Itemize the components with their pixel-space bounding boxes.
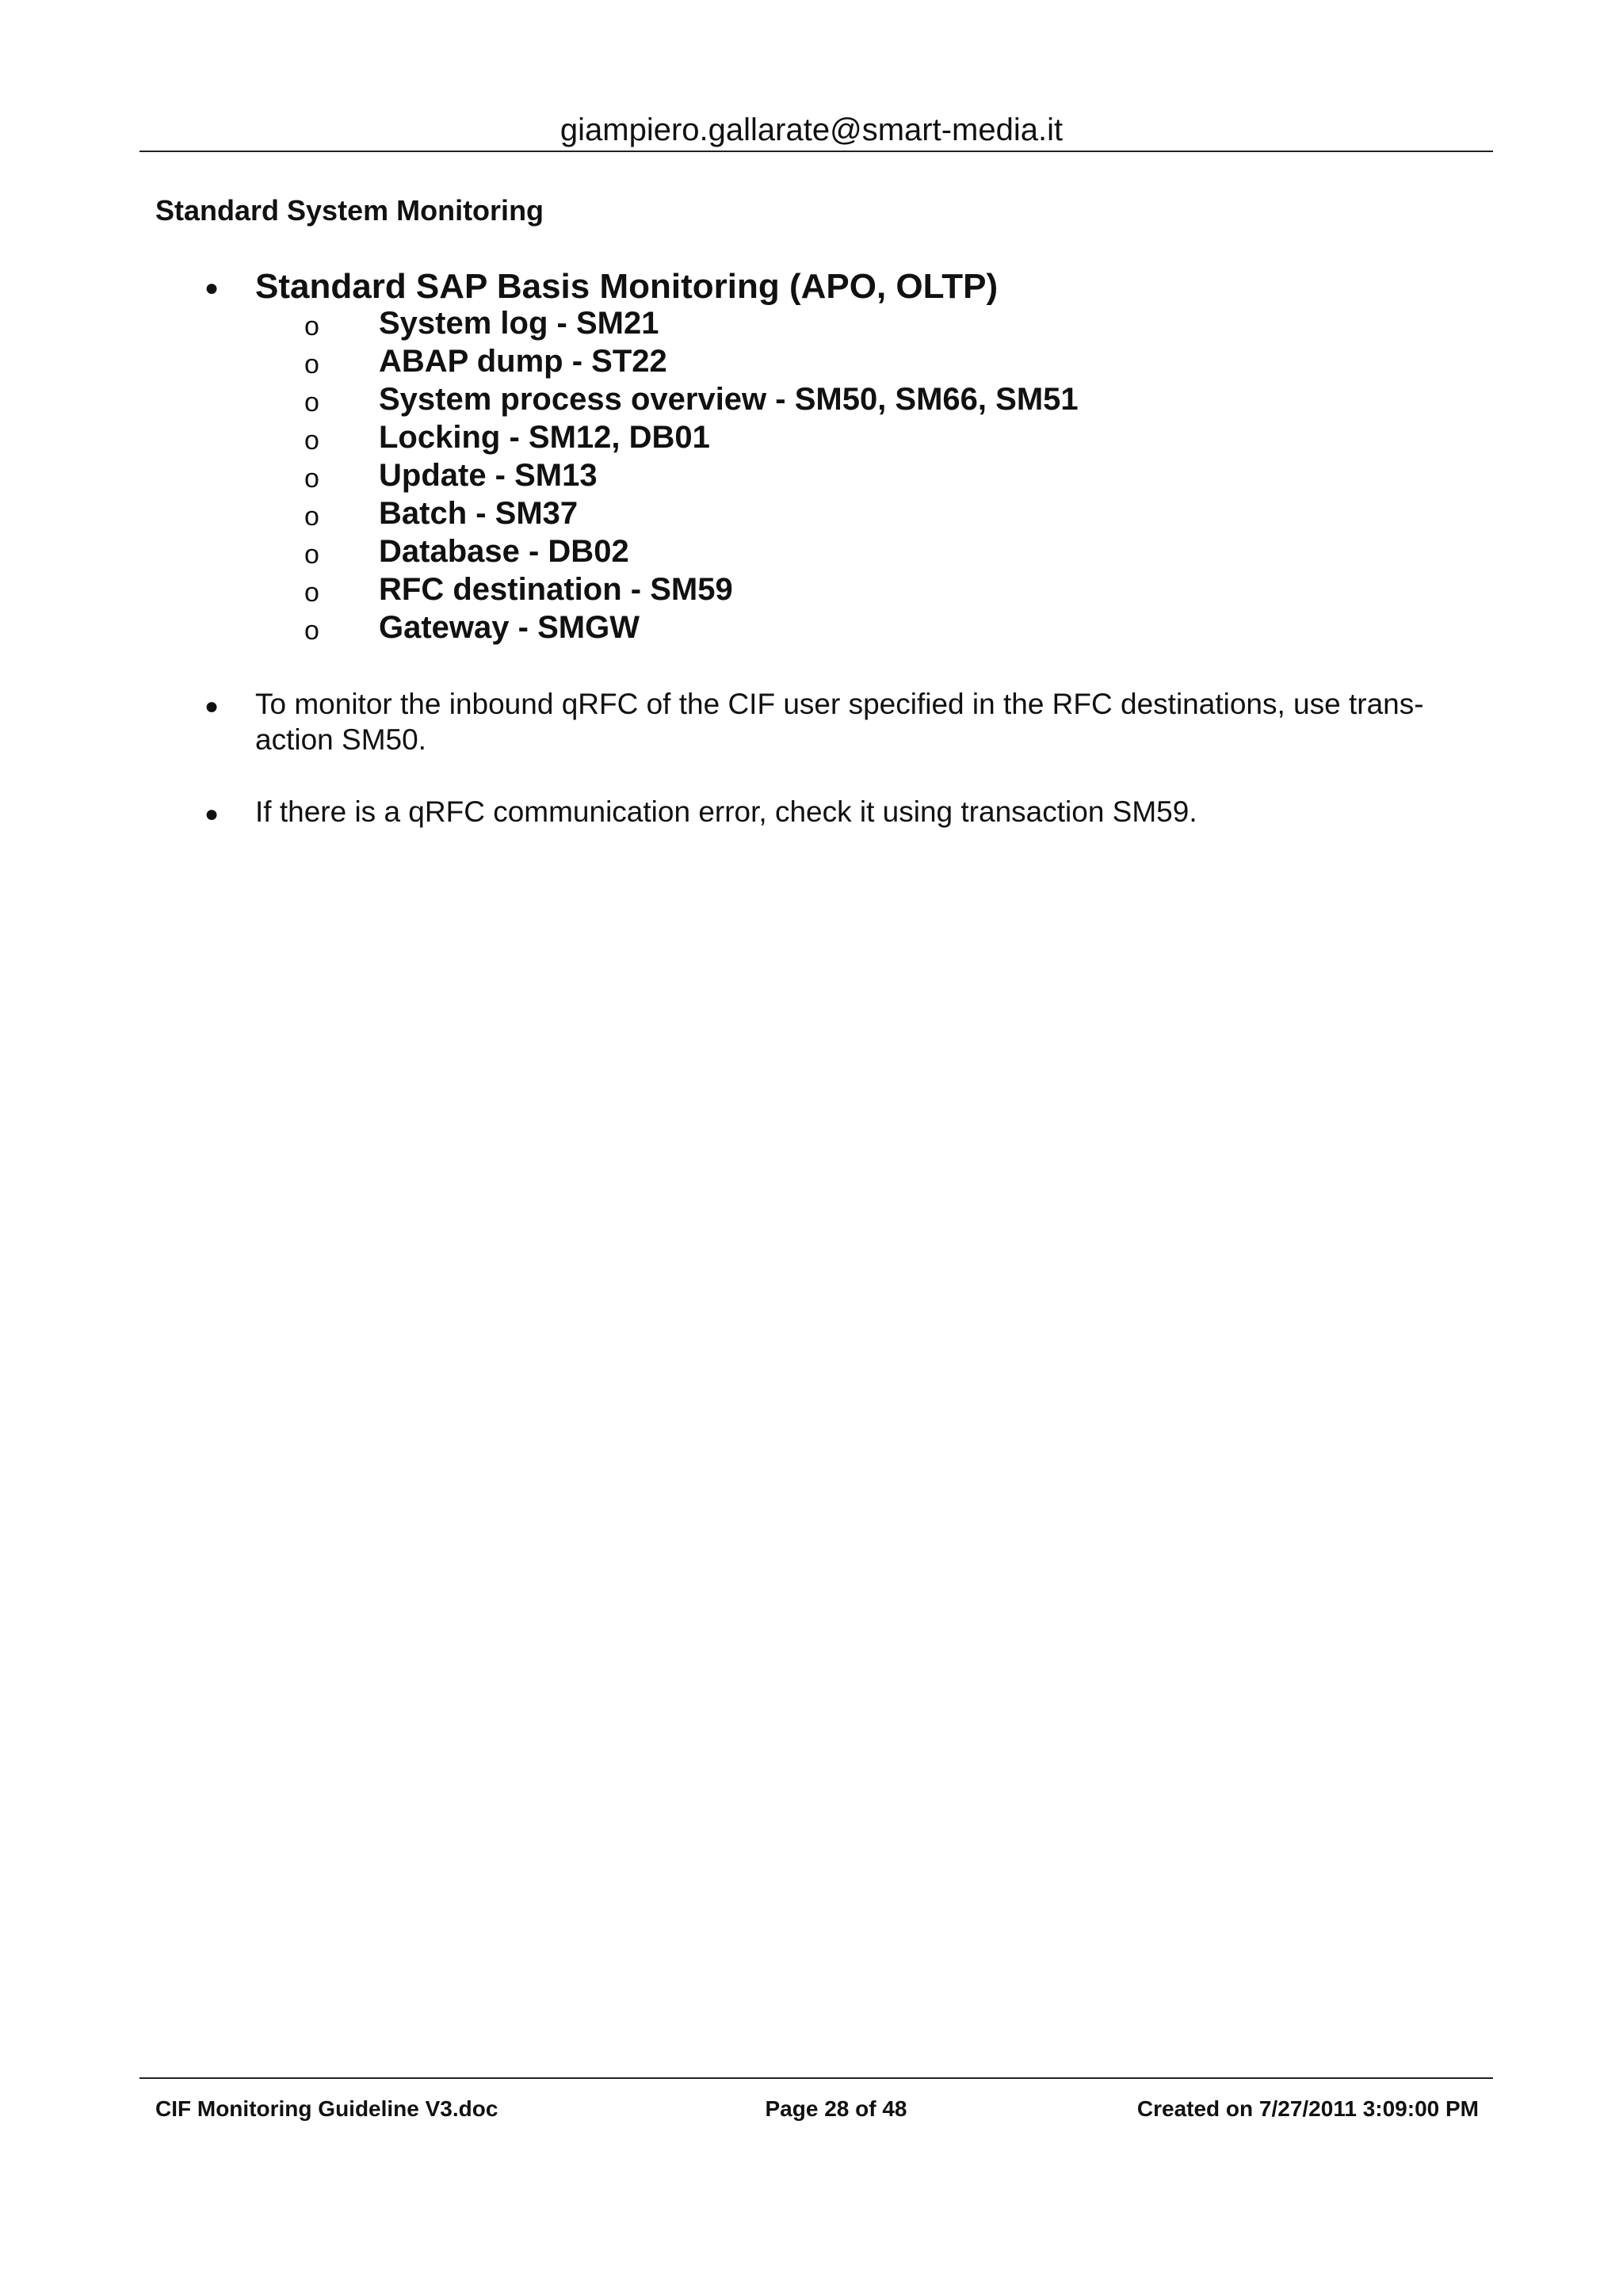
list-item xyxy=(0,304,1623,342)
list-item xyxy=(0,570,1623,608)
paragraph-line: action SM50. xyxy=(255,723,426,756)
sub-item-label: Gateway - SMGW xyxy=(379,610,640,645)
page-header: giampiero.gallarate@smart-media.it xyxy=(559,113,1064,147)
paragraph-line: If there is a qRFC communication error, check it using transaction SM59. xyxy=(255,795,1197,828)
paragraph-inbound-qrfc xyxy=(255,686,1468,757)
paragraph-line: To monitor the inbound qRFC of the CIF user specified in the RFC destinations, use trans- xyxy=(255,688,1424,720)
bullet-dot-icon: ● xyxy=(204,693,220,719)
bullet-dot-icon: ● xyxy=(204,275,220,301)
sub-item-label: System process overview - SM50, SM66, SM51 xyxy=(379,382,1079,417)
list-item xyxy=(0,532,1623,570)
main-bullet-heading: Standard SAP Basis Monitoring (APO, OLTP) xyxy=(255,267,999,306)
header-divider xyxy=(139,151,1493,152)
paragraph-qrfc-error xyxy=(255,794,1468,830)
footer-created-date: Created on 7/27/2011 3:09:00 PM xyxy=(1136,2096,1479,2121)
circle-bullet-icon: o xyxy=(304,502,319,532)
list-item xyxy=(0,342,1623,380)
sub-item-label: Batch - SM37 xyxy=(379,496,579,531)
circle-bullet-icon: o xyxy=(304,463,319,494)
list-item xyxy=(0,608,1623,646)
circle-bullet-icon: o xyxy=(304,425,319,456)
circle-bullet-icon: o xyxy=(304,540,319,570)
section-title: Standard System Monitoring xyxy=(155,194,544,227)
sub-item-label: ABAP dump - ST22 xyxy=(379,344,667,379)
sub-item-label: Database - DB02 xyxy=(379,534,629,569)
circle-bullet-icon: o xyxy=(304,578,319,608)
list-item xyxy=(0,494,1623,532)
list-item xyxy=(0,380,1623,418)
circle-bullet-icon: o xyxy=(304,349,319,379)
list-item xyxy=(0,418,1623,456)
sub-item-label: RFC destination - SM59 xyxy=(379,572,733,607)
list-item xyxy=(0,456,1623,494)
footer-page-number: Page 28 of 48 xyxy=(765,2096,907,2121)
circle-bullet-icon: o xyxy=(304,311,319,341)
bullet-dot-icon: ● xyxy=(204,801,220,827)
sub-item-label: Update - SM13 xyxy=(379,458,598,493)
sub-item-label: System log - SM21 xyxy=(379,306,659,341)
footer-filename: CIF Monitoring Guideline V3.doc xyxy=(155,2096,498,2121)
circle-bullet-icon: o xyxy=(304,387,319,418)
footer-divider xyxy=(139,2077,1493,2079)
sub-item-label: Locking - SM12, DB01 xyxy=(379,420,710,455)
circle-bullet-icon: o xyxy=(304,616,319,646)
